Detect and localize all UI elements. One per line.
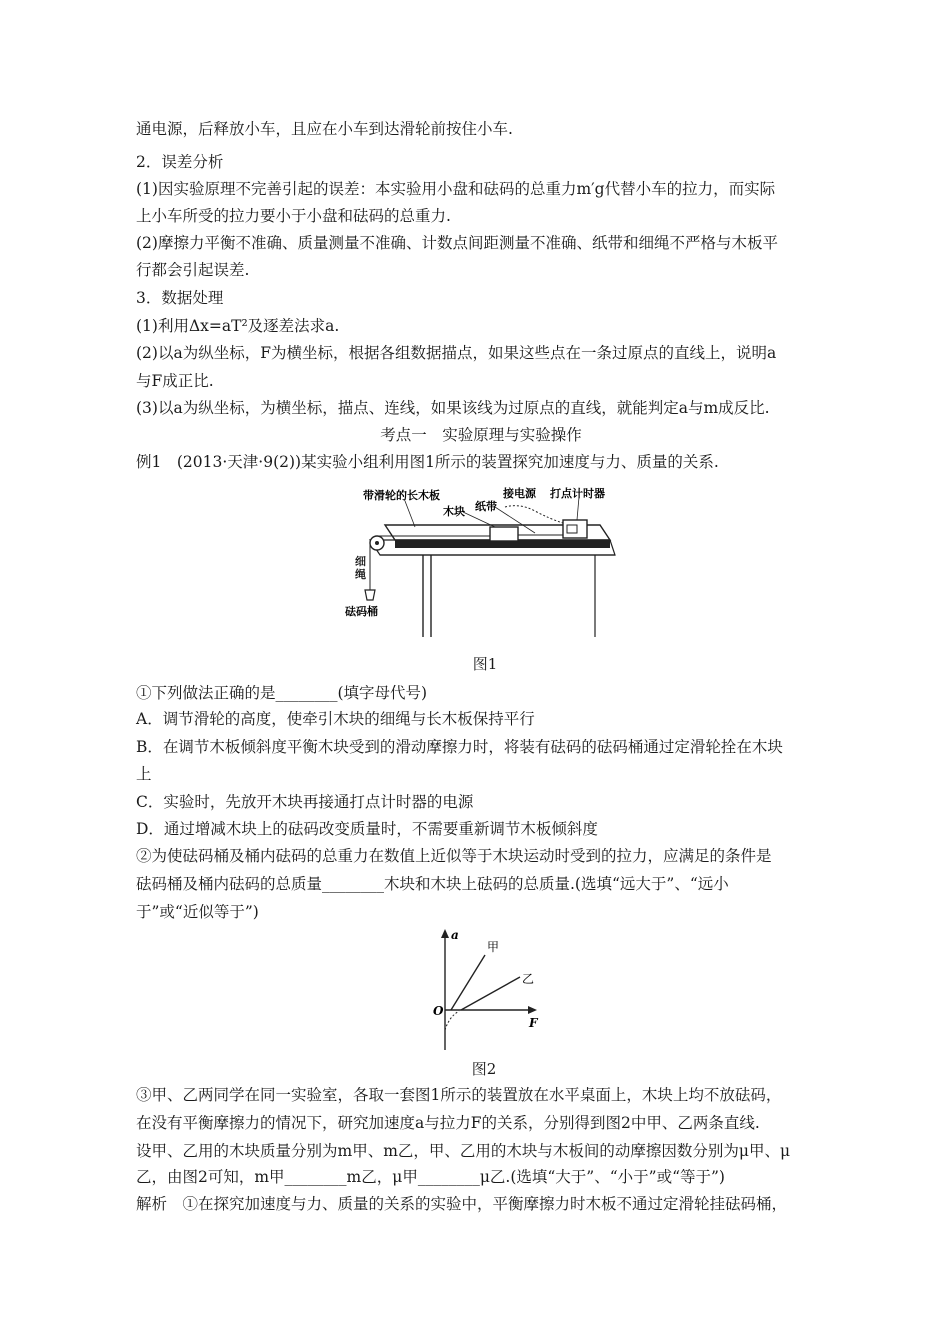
text-line: (1)利用Δx=aT²及逐差法求a. — [136, 317, 340, 335]
analysis: 解析 ①在探究加速度与力、质量的关系的实验中，平衡摩擦力时木板不通过定滑轮挂砝码桶， — [136, 1195, 788, 1213]
text-line: (2)以a为纵坐标，F为横坐标，根据各组数据描点，如果这些点在一条过原点的直线上，说明a — [136, 344, 777, 362]
figure-2-caption: 图2 — [471, 1060, 497, 1078]
example-title: 例1 (2013·天津·9(2))某实验小组利用图1所示的装置探究加速度与力、质量的关系. — [136, 453, 719, 471]
text-line: 与F成正比. — [136, 372, 214, 390]
figure-1-caption: 图1 — [472, 655, 498, 673]
option-b-cont: 上 — [136, 765, 152, 783]
question-3-cont: 在没有平衡摩擦力的情况下，研究加速度a与拉力F的关系，分别得到图2中甲、乙两条直线. — [136, 1114, 760, 1132]
y-axis-label: a — [451, 928, 459, 942]
question-2-cont: 砝码桶及桶内砝码的总质量________木块和木块上砝码的总质量.(选填“远大于”、“远小 — [136, 875, 729, 893]
label-tape: 纸带 — [475, 500, 497, 513]
label-board: 带滑轮的长木板 — [363, 489, 440, 502]
label-bucket: 砝码桶 — [345, 605, 378, 618]
label-timer: 打点计时器 — [550, 487, 605, 500]
label-rope: 细绳 — [355, 555, 366, 581]
question-3: ③甲、乙两同学在同一实验室，各取一套图1所示的装置放在水平桌面上，木块上均不放砝码， — [136, 1086, 782, 1104]
text-line: (2)摩擦力平衡不准确、质量测量不准确、计数点间距测量不准确、纸带和细绳不严格与木板平 — [136, 234, 778, 252]
text-line: (3)以a为纵坐标，为横坐标，描点、连线，如果该线为过原点的直线，就能判定a与m成反比. — [136, 399, 770, 417]
question-3-cont: 乙，由图2可知，m甲________m乙，μ甲________μ乙.(选填“大于”、“小于”或“等于”) — [136, 1168, 725, 1186]
topic-heading: 考点一 实验原理与实验操作 — [380, 426, 582, 444]
label-block: 木块 — [443, 505, 465, 518]
section-heading: 2．误差分析 — [136, 153, 224, 171]
text-line: (1)因实验原理不完善引起的误差：本实验用小盘和砝码的总重力m′g代替小车的拉力，而实际 — [136, 180, 776, 198]
option-d: D．通过增减木块上的砝码改变质量时，不需要重新调节木板倾斜度 — [136, 820, 598, 838]
section-heading: 3．数据处理 — [136, 289, 224, 307]
text-line: 上小车所受的拉力要小于小盘和砝码的总重力. — [136, 207, 451, 225]
text-line: 通电源，后释放小车，且应在小车到达滑轮前按住小车. — [136, 120, 513, 138]
option-b: B．在调节木板倾斜度平衡木块受到的滑动摩擦力时，将装有砝码的砝码桶通过定滑轮拴在木块 — [136, 738, 783, 756]
label-power: 接电源 — [503, 487, 536, 500]
option-a: A．调节滑轮的高度，使牵引木块的细绳与长木板保持平行 — [136, 710, 535, 728]
question-3-cont: 设甲、乙用的木块质量分别为m甲、m乙，甲、乙用的木块与木板间的动摩擦因数分别为μ甲、μ — [136, 1142, 791, 1160]
text-line: 行都会引起误差. — [136, 261, 250, 279]
question-1: ①下列做法正确的是________(填字母代号) — [136, 684, 428, 702]
origin-label: O — [433, 1004, 444, 1018]
line-yi-label: 乙 — [522, 972, 535, 986]
question-2-cont: 于”或“近似等于”) — [136, 903, 259, 921]
line-jia-label: 甲 — [487, 940, 500, 954]
x-axis-label: F — [529, 1016, 538, 1030]
option-c: C．实验时，先放开木块再接通打点计时器的电源 — [136, 793, 474, 811]
figure-2-graph — [425, 925, 545, 1057]
figure-1-apparatus — [345, 485, 625, 640]
question-2: ②为使砝码桶及桶内砝码的总重力在数值上近似等于木块运动时受到的拉力，应满足的条件是 — [136, 847, 772, 865]
